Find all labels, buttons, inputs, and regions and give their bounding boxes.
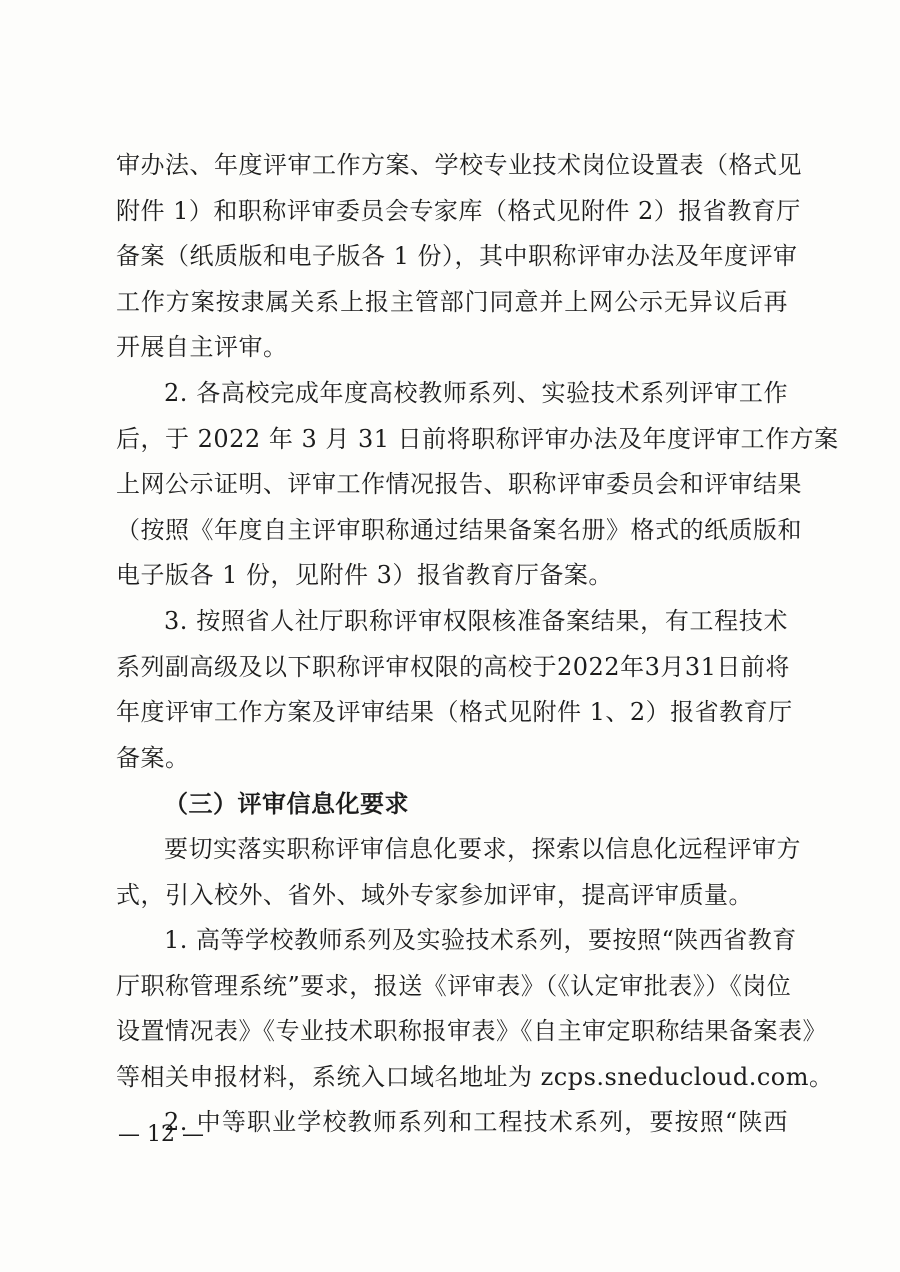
text-line: 式，引入校外、省外、域外专家参加评审，提高评审质量。: [116, 880, 753, 909]
text-line: 工作方案按隶属关系上报主管部门同意并上网公示无异议后再: [116, 287, 788, 316]
text-line: 3. 按照省人社厅职称评审权限核准备案结果，有工程技术: [164, 606, 788, 635]
text-line: 年度评审工作方案及评审结果（格式见附件 1、2）报省教育厅: [116, 698, 793, 727]
text-line: 开展自主评审。: [116, 333, 288, 362]
text-line: 审办法、年度评审工作方案、学校专业技术岗位设置表（格式见: [116, 151, 802, 179]
text-line: 备案（纸质版和电子版各 1 份），其中职称评审办法及年度评审: [116, 242, 798, 271]
text-line: 设置情况表》《专业技术职称报审表》《自主审定职称结果备案表》: [116, 1017, 827, 1046]
text-line: 2. 中等职业学校教师系列和工程技术系列，要按照“陕西: [164, 1108, 788, 1137]
section-heading: （三）评审信息化要求: [164, 789, 409, 819]
text-line: 备案。: [116, 743, 190, 772]
text-line: 1. 高等学校教师系列及实验技术系列，要按照“陕西省教育: [164, 926, 797, 955]
text-line: （按照《年度自主评审职称通过结果备案名册》格式的纸质版和: [116, 515, 802, 544]
text-line: 电子版各 1 份，见附件 3）报省教育厅备案。: [116, 561, 613, 590]
text-line: 厅职称管理系统”要求，报送《评审表》（《认定审批表》）《岗位: [116, 971, 792, 1000]
text-line: 附件 1）和职称评审委员会专家库（格式见附件 2）报省教育厅: [116, 196, 801, 225]
text-line: 系列副高级及以下职称评审权限的高校于2022年3月31日前将: [116, 652, 790, 681]
document-body: [116, 143, 839, 1146]
text-line: 等相关申报材料，系统入口域名地址为 zcps.sneducloud.com。: [116, 1062, 834, 1091]
text-line: 2. 各高校完成年度高校教师系列、实验技术系列评审工作: [164, 378, 788, 407]
page-number: — 12 —: [118, 1122, 204, 1147]
text-line: 后，于 2022 年 3 月 31 日前将职称评审办法及年度评审工作方案: [116, 424, 839, 453]
text-line: 上网公示证明、评审工作情况报告、职称评审委员会和评审结果: [116, 470, 802, 499]
text-line: 要切实落实职称评审信息化要求，探索以信息化远程评审方: [164, 834, 801, 863]
